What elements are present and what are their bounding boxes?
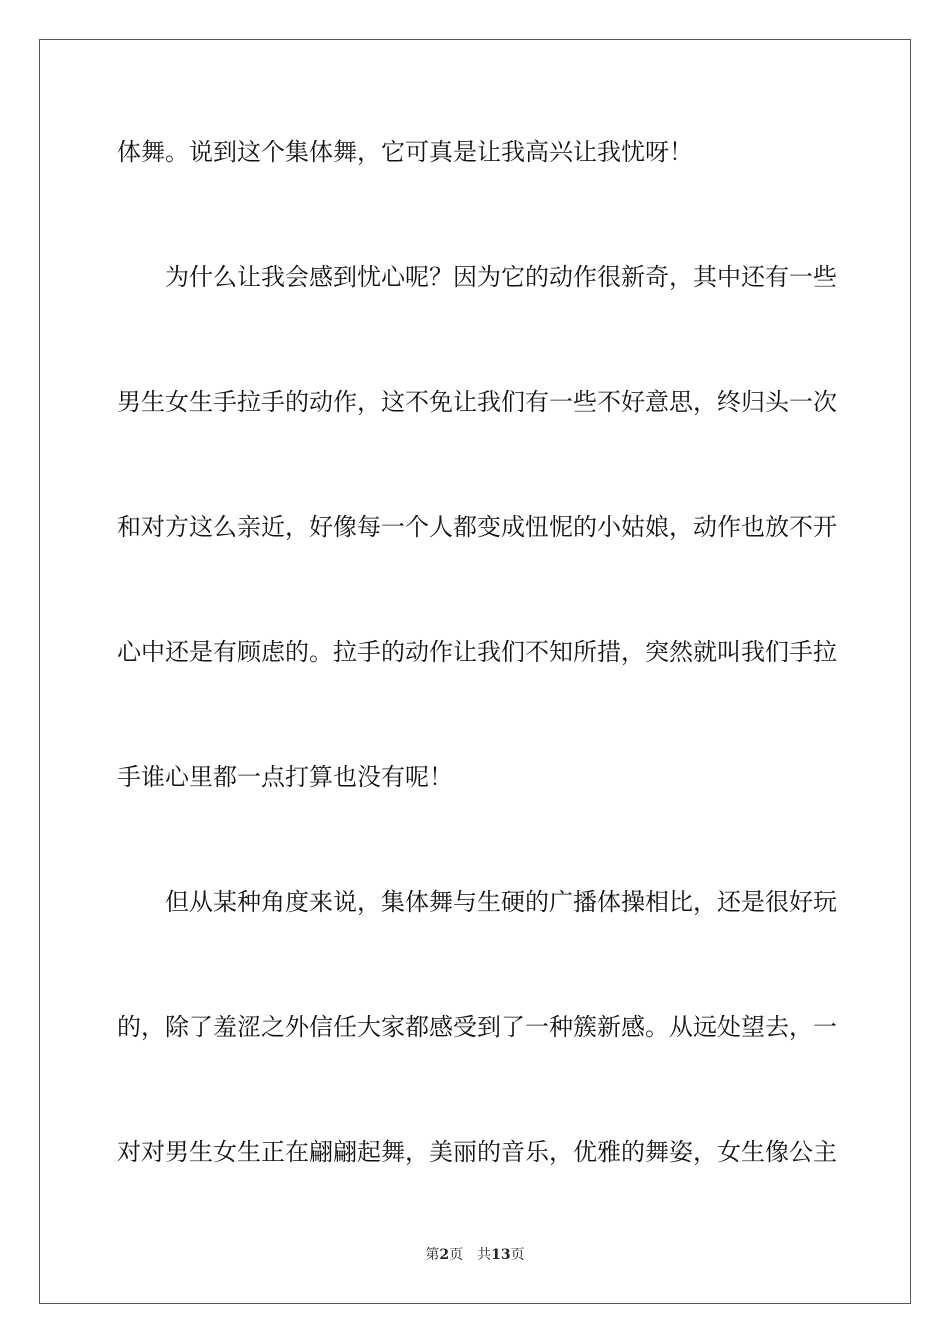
text-line-9: 对对男生女生正在翩翩起舞，美丽的音乐，优雅的舞姿，女生像公主 xyxy=(117,1138,837,1166)
page-number: 2 xyxy=(439,1247,450,1263)
text-line-7: 但从某种角度来说，集体舞与生硬的广播体操相比，还是很好玩 xyxy=(165,888,837,916)
page-footer xyxy=(0,1246,950,1264)
text-line-5: 心中还是有顾虑的。拉手的动作让我们不知所措，突然就叫我们手拉 xyxy=(117,638,837,666)
page-suffix: 页 xyxy=(449,1247,464,1263)
text-line-2: 为什么让我会感到忧心呢？因为它的动作很新奇，其中还有一些 xyxy=(165,263,837,291)
page-border xyxy=(39,39,911,1304)
text-line-8: 的，除了羞涩之外信任大家都感受到了一种簇新感。从远处望去，一 xyxy=(117,1013,837,1041)
total-prefix: 共 xyxy=(477,1247,492,1263)
page-prefix: 第 xyxy=(425,1247,440,1263)
text-line-3: 男生女生手拉手的动作，这不免让我们有一些不好意思，终归头一次 xyxy=(117,388,837,416)
text-line-1: 体舞。说到这个集体舞，它可真是让我高兴让我忧呀！ xyxy=(117,138,693,166)
text-line-4: 和对方这么亲近，好像每一个人都变成忸怩的小姑娘，动作也放不开 xyxy=(117,513,837,541)
text-line-6: 手谁心里都一点打算也没有呢！ xyxy=(117,763,453,791)
total-suffix: 页 xyxy=(510,1247,525,1263)
total-pages: 13 xyxy=(491,1247,511,1263)
